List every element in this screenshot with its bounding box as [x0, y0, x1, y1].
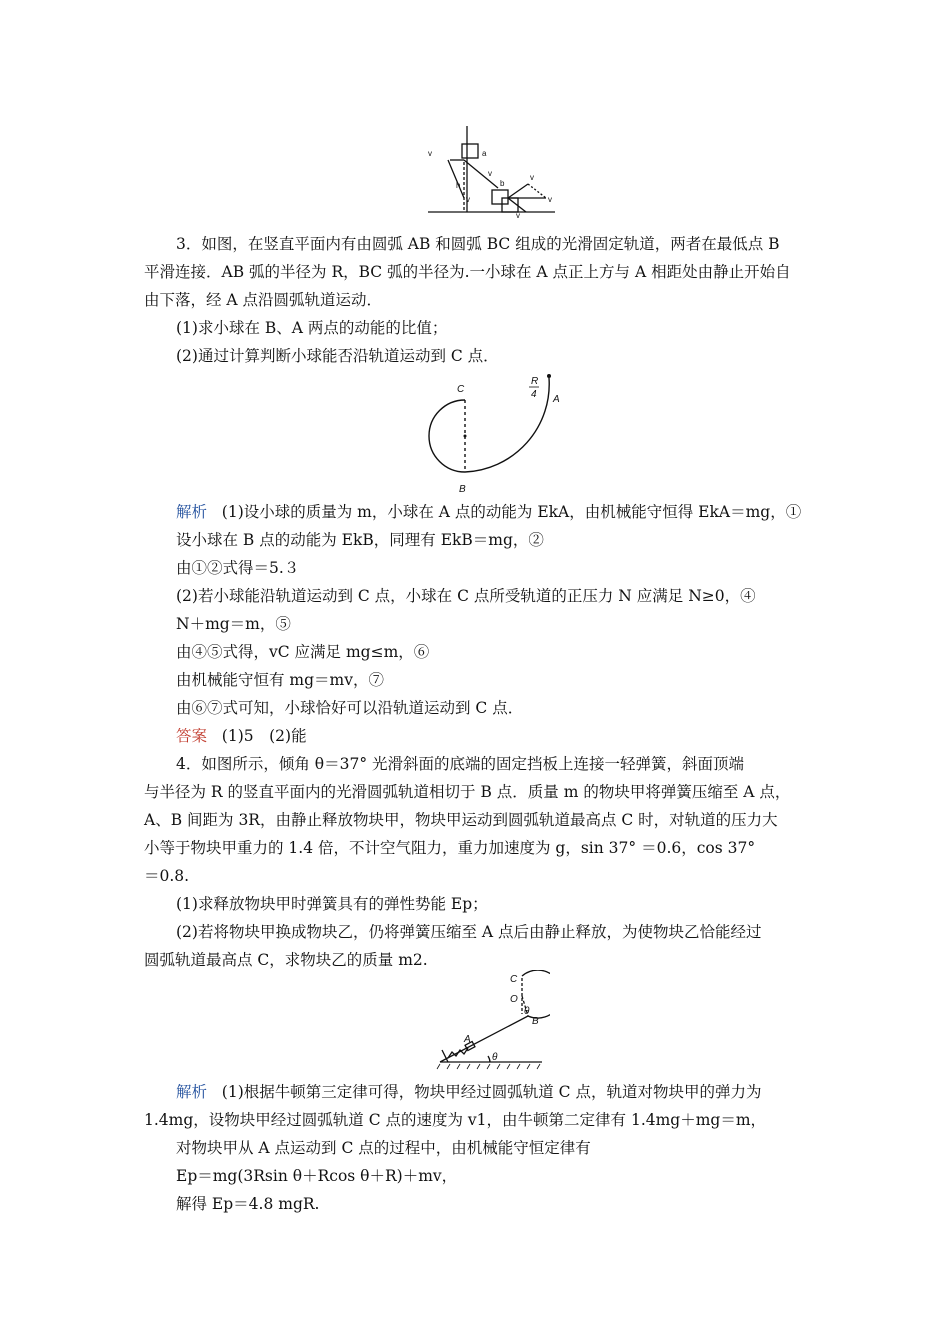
problem-4-line-2: 与半径为 R 的竖直平面内的光滑圆弧轨道相切于 B 点．质量 m 的物块甲将弹簧压缩至 A 点，: [144, 783, 791, 801]
solution-3-line-7: 由机械能守恒有 mg＝mv，⑦: [176, 671, 385, 689]
label-c: C: [510, 974, 518, 985]
problem-4-line-3: A、B 间距为 3R，由静止释放物块甲，物块甲运动到圆弧轨道最高点 C 时，对轨道的压力大: [144, 811, 778, 829]
answer-3: [176, 726, 307, 746]
center-dot: [464, 435, 467, 438]
solution-tag: 解析: [176, 503, 208, 521]
problem-3-question-2: (2)通过计算判断小球能否沿轨道运动到 C 点．: [176, 347, 499, 365]
problem-4-line-1: 4．如图所示，倾角 θ＝37° 光滑斜面的底端的固定挡板上连接一轻弹簧，斜面顶端: [176, 755, 745, 773]
label-theta-1: θ: [524, 1006, 530, 1017]
problem-3-line-1: 3．如图，在竖直平面内有由圆弧 AB 和圆弧 BC 组成的光滑固定轨道，两者在最低点 B: [176, 235, 780, 253]
va-par-arrow: [464, 160, 498, 188]
answer-tag: 答案: [176, 727, 208, 745]
solution-3-line-6: 由④⑤式得，vC 应满足 mg≤m，⑥: [176, 643, 430, 661]
label-theta-2: θ: [492, 1052, 498, 1063]
label-a: A: [464, 1034, 471, 1045]
label-vb-perp: v: [530, 173, 534, 182]
label-o: O: [510, 994, 518, 1005]
label-h: h: [456, 181, 461, 190]
arc-bc: [429, 400, 465, 472]
label-b: B: [459, 484, 466, 495]
label-vb: v: [548, 195, 552, 204]
vb-perp-arrow: [508, 184, 528, 198]
label-a: A: [553, 394, 560, 405]
solution-3-line-3: 由①②式得＝5.３: [176, 559, 300, 577]
figure-incline-track: [430, 970, 550, 1074]
label-r: R: [531, 376, 539, 387]
dashed-line: [528, 184, 546, 198]
trajectory-line: [448, 160, 464, 198]
label-four: 4: [531, 389, 537, 400]
problem-3-line-2: 平滑连接．AB 弧的半径为 R，BC 弧的半径为.一小球在 A 点正上方与 A 相距处由静止开始自: [144, 263, 791, 281]
solution-3-first: (1)设小球的质量为 m，小球在 A 点的动能为 EkA，由机械能守恒得 EkA＝mg，①: [221, 503, 802, 521]
label-va-perp: v: [428, 149, 432, 158]
problem-4-question-1: (1)求释放物块甲时弹簧具有的弹性势能 Ep；: [176, 895, 488, 913]
solution-3-line-5: N＋mg＝m，⑤: [176, 615, 291, 633]
block-a: [462, 144, 478, 158]
problem-3-question-1: (1)求小球在 B、A 两点的动能的比值；: [176, 319, 448, 337]
label-a: a: [482, 149, 487, 158]
solution-3-line-2: 设小球在 B 点的动能为 EkB，同理有 EkB＝mg，②: [176, 531, 544, 549]
problem-3-line-3: 由下落，经 A 点沿圆弧轨道运动．: [144, 291, 383, 309]
label-b: b: [500, 179, 505, 188]
problem-4-question-2-cont: 圆弧轨道最高点 C，求物块乙的质量 m2.: [144, 951, 428, 969]
label-v0: v: [466, 195, 470, 204]
solution-4-line-2: 1.4mg，设物块甲经过圆弧轨道 C 点的速度为 v1，由牛顿第二定律有 1.4mg＋mg＝m，: [144, 1111, 767, 1129]
solution-3-line-1: [176, 502, 801, 522]
problem-4-line-5: ＝0.8.: [144, 867, 190, 885]
vb-par-arrow: [508, 198, 526, 212]
problem-4-line-4: 小等于物块甲重力的 1.4 倍，不计空气阻力，重力加速度为 g，sin 37° ＝0.6，cos 37°: [144, 839, 756, 857]
ball: [547, 374, 551, 378]
solution-3-line-4: (2)若小球能沿轨道运动到 C 点，小球在 C 点所受轨道的正压力 N 应满足 N≥0，④: [176, 587, 756, 605]
label-b: B: [532, 1016, 539, 1027]
solution-4-line-5: 解得 Ep＝4.8 mgR.: [176, 1195, 320, 1213]
incline: [440, 1016, 528, 1062]
label-va-par: v: [488, 169, 492, 178]
label-c: C: [457, 384, 465, 395]
label-vb-par: v: [516, 211, 520, 218]
solution-4-line-1: [176, 1082, 761, 1102]
figure-velocity-decomposition: [420, 118, 560, 218]
solution-tag: 解析: [176, 1083, 208, 1101]
answer-3-text: (1)5 (2)能: [221, 727, 307, 745]
block-b-upper: [492, 190, 508, 204]
solution-4-line-4: Ep＝mg(3Rsin θ＋Rcos θ＋R)＋mv，: [176, 1167, 458, 1185]
solution-4-line-3: 对物块甲从 A 点运动到 C 点的过程中，由机械能守恒定律有: [176, 1139, 591, 1157]
figure-arc-track: [415, 372, 575, 497]
solution-3-line-8: 由⑥⑦式可知，小球恰好可以沿轨道运动到 C 点．: [176, 699, 524, 717]
arc-ab: [465, 378, 549, 472]
solution-4-first: (1)根据牛顿第三定律可得，物块甲经过圆弧轨道 C 点，轨道对物块甲的弹力为: [221, 1083, 762, 1101]
problem-4-question-2: (2)若将物块甲换成物块乙，仍将弹簧压缩至 A 点后由静止释放，为使物块乙恰能经过: [176, 923, 762, 941]
angle-arc: [488, 1056, 490, 1062]
